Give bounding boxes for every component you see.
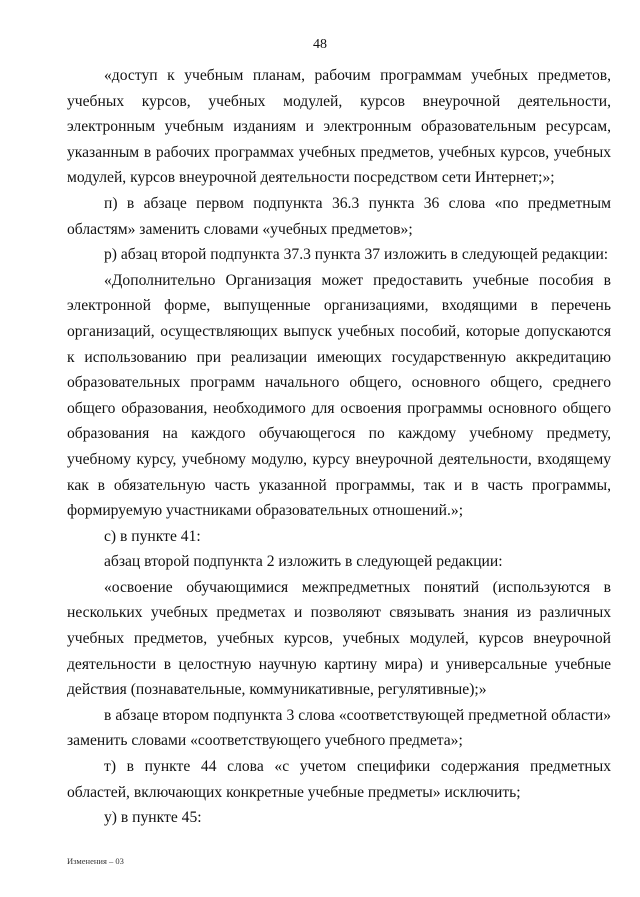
paragraph-access-to-plans: «доступ к учебным планам, рабочим программам учебных предметов, учебных курсов, учебных модулей, курсов внеурочной деятельности, электронным учебным изданиям и электронным образовательным ресурсам, указанным в рабочих программах учебных предметов, учебных курсов, учебных модулей, курсов внеурочной деятельности посредством сети Интернет;»;	[67, 67, 611, 187]
paragraph-item-u: у) в пункте 45:	[104, 809, 202, 827]
paragraph-item-p: п) в абзаце первом подпункта 36.3 пункта 36 слова «по предметным областям» заменить словами «учебных предметов»;	[67, 194, 611, 238]
page-number: 48	[313, 37, 327, 52]
paragraph-additional-textbooks: «Дополнительно Организация может предоставить учебные пособия в электронной форме, выпущенные организациями, входящими в перечень организаций, осуществляющих выпуск учебных пособий, которые допускаются к использованию при реализации имеющих государственную аккредитацию образовательных программ начального общего, основного общего, среднего общего образования, необходимого для освоения программы основного общего образования на каждого обучающегося по каждому учебному предмету, учебному курсу, учебному модулю, курсу внеурочной деятельности, входящему как в обязательную часть указанной программы, так и в часть программы, формируемую участниками образовательных отношений.»;	[67, 271, 611, 520]
paragraph-item-r: р) абзац второй подпункта 37.3 пункта 37 изложить в следующей редакции:	[104, 246, 609, 264]
paragraph-subitem-3: в абзаце втором подпункта 3 слова «соответствующей предметной области» заменить словами «соответствующего учебного предмета»;	[67, 706, 611, 750]
paragraph-intersubject-concepts: «освоение обучающимися межпредметных понятий (используются в нескольких учебных предметах и позволяют связывать знания из различных учебных предметов, учебных курсов, учебных модулей, курсов внеурочной деятельности в целостную научную картину мира) и универсальные учебные действия (познавательные, коммуникативные, регулятивные);»	[67, 578, 611, 699]
document-body	[67, 63, 611, 831]
paragraph-subitem-2: абзац второй подпункта 2 изложить в следующей редакции:	[104, 553, 503, 571]
paragraph-item-s: с) в пункте 41:	[104, 527, 201, 545]
paragraph-item-t: т) в пункте 44 слова «с учетом специфики содержания предметных областей, включающих конкретные учебные предметы» исключить;	[67, 758, 611, 801]
footer-note: Изменения – 03	[67, 856, 124, 866]
